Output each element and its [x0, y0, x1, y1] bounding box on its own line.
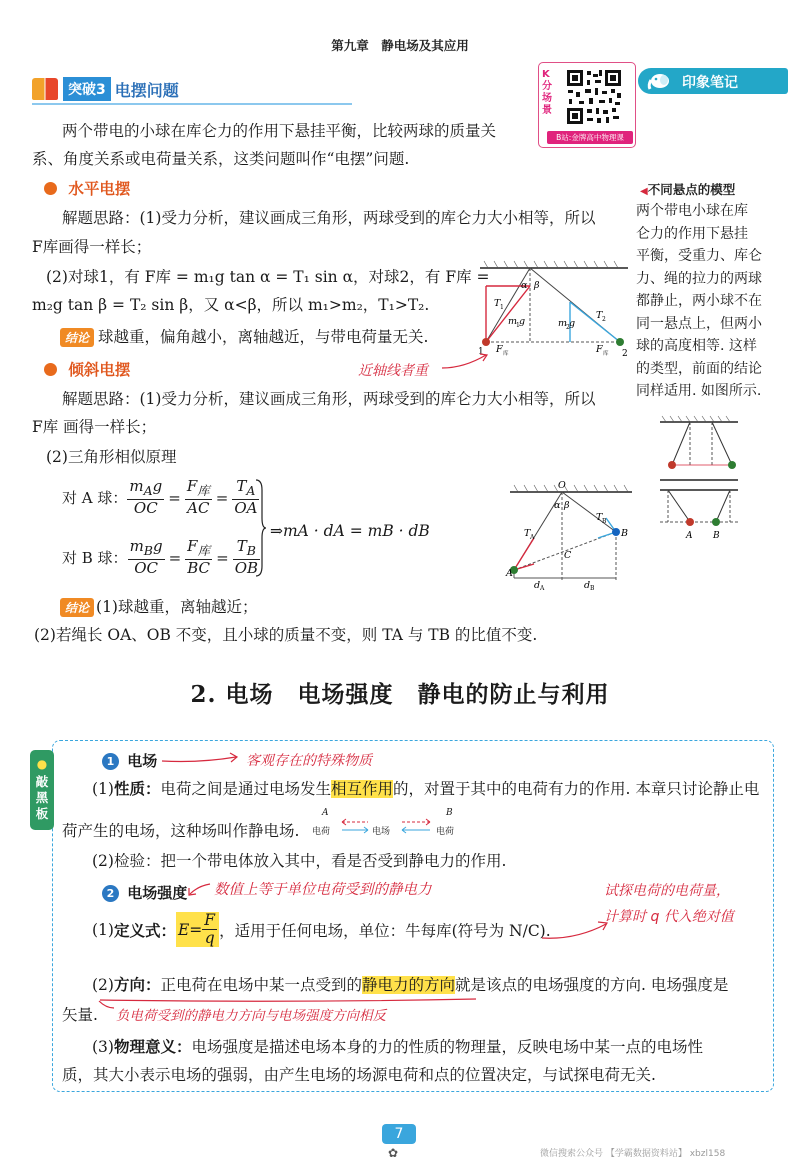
qr-side-text: K分场景 — [542, 69, 552, 116]
bb-p2: (2)检验：把一个带电体放入其中，看是否受到静电力的作用. — [92, 852, 507, 870]
svg-text:B: B — [621, 528, 628, 539]
arrow-annotation — [540, 918, 610, 944]
s1-note: 客观存在的特殊物质 — [246, 753, 372, 769]
svg-text:F: F — [596, 344, 603, 355]
bird-icon: ✿ — [388, 1146, 399, 1160]
sidebar-note-heading: ◀不同悬点的模型 — [640, 182, 736, 197]
blackboard-tab: ● 敲黑板 — [30, 750, 54, 830]
ball-b-equation: 对 B 球： $\frac{m_Bg}{OC}$ = $\frac{F_库}{BC}$ = $\frac{T_B}{OB}$ — [62, 537, 259, 577]
sidebar-note-line: 都静止，两小球不在 — [636, 293, 762, 309]
svg-text:β: β — [534, 280, 540, 291]
sidebar-note-line: 的类型，前面的结论 — [636, 360, 762, 377]
horizontal-conclusion — [60, 326, 428, 348]
orange-dot-icon — [44, 363, 57, 376]
svg-text:g: g — [569, 318, 576, 329]
svg-text:A: A — [540, 585, 545, 590]
svg-text:T: T — [524, 528, 531, 539]
intro-line-1: 两个带电的小球在库仑力的作用下悬挂平衡，比较两球的质量关 — [62, 122, 497, 140]
section-underline — [32, 103, 352, 105]
svg-text:2: 2 — [622, 349, 628, 359]
svg-text:α: α — [554, 500, 561, 511]
horizontal-step-2b: m₂g tan β = T₂ sin β，又 α<β，所以 m₁>m₂，T₁>T₂. — [32, 296, 430, 314]
blackboard-s1-heading: 1 电场 — [102, 750, 157, 771]
sidebar-title: 印象笔记 — [682, 75, 738, 91]
svg-text:m: m — [508, 316, 518, 327]
sidebar-note-line: 两个带电小球在库 — [636, 203, 748, 219]
svg-text:β: β — [564, 500, 570, 511]
svg-text:B: B — [713, 531, 720, 540]
tilted-conclusion-2: (2)若绳长 OA、OB 不变，且小球的质量不变，则 TA 与 TB 的比值不变. — [34, 626, 538, 644]
triangle-marker-icon: ◀ — [640, 186, 648, 197]
svg-text:T: T — [494, 298, 501, 309]
sidebar-title-bar — [638, 68, 788, 94]
svg-text:m: m — [558, 318, 568, 329]
page-number: 7 — [382, 1124, 416, 1144]
sidebar-note-body — [636, 200, 788, 403]
watermark: 微信搜索公众号 【学霸数据资料站】 xbzl158 — [540, 1149, 726, 1159]
svg-text:1: 1 — [478, 347, 484, 357]
sidebar-note-line: 力、绳的拉力的两球 — [636, 270, 762, 287]
bb-d2-line1: (2)方向：正电荷在电场中某一点受到的静电力的方向就是该点的电场强度的方向. 电场强度是 — [92, 976, 729, 994]
qr-block[interactable] — [538, 62, 636, 148]
field-diagram: A B 电荷 电场 电荷 — [312, 808, 455, 837]
underline-annotation — [98, 996, 478, 1004]
horizontal-pendulum-diagram — [472, 258, 632, 366]
section-title — [32, 76, 179, 102]
s2-note: 数值上等于单位电荷受到的静电力 — [214, 882, 432, 898]
section-title-text: 电摆问题 — [114, 80, 179, 100]
tilted-result: ⇒mA · dA = mB · dB — [270, 522, 430, 540]
bb-d2-line2: 矢量. — [62, 1006, 98, 1024]
side-note-2: 计算时 q 代入绝对值 — [604, 909, 734, 925]
bb-d3-line1: (3)物理意义：电场强度是描述电场本身的力的性质的物理量，反映电场中某一点的电场性 — [92, 1038, 703, 1056]
svg-text:O: O — [558, 480, 566, 491]
arrow-annotation — [160, 751, 240, 767]
sidebar-note-line: 仑力的作用下悬挂 — [636, 225, 748, 242]
svg-text:1: 1 — [516, 322, 520, 329]
sidebar-diagram — [650, 410, 750, 540]
horizontal-idea-2: F库画得一样长； — [32, 238, 152, 256]
section-badge: 突破3 — [63, 77, 111, 101]
svg-text:B: B — [602, 518, 607, 525]
side-note-1: 试探电荷的电荷量， — [604, 883, 730, 899]
sidebar-note-line: 同一悬点上，但两小 — [636, 315, 762, 332]
bb-p1-line2: 荷产生的电场，这种场叫作静电场. — [62, 822, 300, 840]
sidebar-note-line: 同样适用. 如图所示. — [636, 383, 762, 399]
qr-code-icon — [565, 68, 623, 126]
conclusion-text: 球越重，偏角越小，离轴越近，与带电荷量无关. — [98, 328, 429, 346]
part2-title: 2. 电场 电场强度 静电的防止与利用 — [190, 681, 610, 708]
qr-caption: B站:金牌高中物理课 — [547, 131, 633, 144]
conclusion-tag: 结论 — [60, 598, 94, 617]
elephant-icon — [646, 71, 672, 91]
arrow-annotation — [440, 352, 490, 372]
horizontal-idea-1: 解题思路：(1)受力分析，建议画成三角形，两球受到的库仑力大小相等，所以 — [62, 209, 596, 227]
tilted-conclusion-1: (1)球越重，离轴越近； — [96, 598, 258, 616]
svg-text:F: F — [496, 344, 503, 355]
svg-text:T: T — [596, 512, 603, 523]
tilted-heading: 倾斜电摆 — [44, 358, 130, 380]
svg-text:A: A — [506, 568, 513, 579]
horizontal-heading: 水平电摆 — [44, 177, 130, 199]
bb-p1-line1: (1)性质：电荷之间是通过电场发生相互作用的，对置于其中的电荷有力的作用. 本章只讨论静止电 — [92, 780, 760, 798]
tilted-idea-2: F库 画得一样长； — [32, 418, 157, 436]
arrow-annotation — [186, 880, 212, 898]
svg-text:2: 2 — [566, 324, 570, 331]
d2-note: 负电荷受到的静电力方向与电场强度方向相反 — [116, 1008, 386, 1024]
svg-text:库: 库 — [503, 351, 509, 357]
intro-line-2: 系、角度关系或电荷量关系，这类问题叫作“电摆”问题. — [32, 150, 410, 168]
tilted-step-2: (2)三角形相似原理 — [46, 448, 177, 466]
sidebar-note-line: 平衡，受重力、库仑 — [636, 248, 762, 264]
sidebar-note-line: 球的高度相等. 这样 — [636, 338, 757, 354]
svg-text:α: α — [521, 280, 528, 291]
orange-dot-icon — [44, 182, 57, 195]
svg-text:d: d — [534, 580, 541, 590]
horizontal-step-2a: (2)对球1，有 F库 = m₁g tan α = T₁ sin α，对球2，有 F库 = — [46, 268, 490, 286]
bb-d1: (1) 定义式： E= $\frac{F}{q}$ ，适用于任何电场，单位：牛每库(符号为 N/C). — [92, 911, 551, 947]
chapter-header: 第九章 静电场及其应用 — [331, 38, 469, 53]
svg-text:A: A — [530, 534, 535, 541]
note-near-axis: 近轴线者重 — [358, 363, 428, 379]
book-icon — [32, 78, 58, 100]
svg-text:d: d — [584, 580, 591, 590]
brace-icon — [254, 478, 266, 578]
svg-text:g: g — [519, 316, 526, 327]
svg-text:B: B — [590, 585, 595, 590]
bulb-icon: ● — [36, 757, 48, 771]
svg-text:库: 库 — [603, 351, 609, 357]
bb-d3-line2: 质，其大小表示电场的强弱，由产生电场的场源电荷和点的位置决定，与试探电荷无关. — [62, 1066, 656, 1084]
svg-text:A: A — [686, 531, 693, 540]
tilted-idea-1: 解题思路：(1)受力分析，建议画成三角形，两球受到的库仑力大小相等，所以 — [62, 390, 596, 408]
svg-text:2: 2 — [602, 316, 606, 323]
tilted-pendulum-diagram — [500, 478, 640, 590]
svg-text:C: C — [564, 550, 572, 561]
conclusion-tag: 结论 — [60, 328, 94, 347]
blackboard-s2-heading: 2 电场强度 — [102, 882, 187, 903]
ball-a-equation: 对 A 球： $\frac{m_Ag}{OC}$ = $\frac{F_库}{AC}$ = $\frac{T_A}{OA}$ — [62, 477, 258, 517]
svg-text:1: 1 — [500, 304, 504, 311]
svg-text:T: T — [596, 310, 603, 321]
tilted-conclusion — [60, 596, 257, 618]
